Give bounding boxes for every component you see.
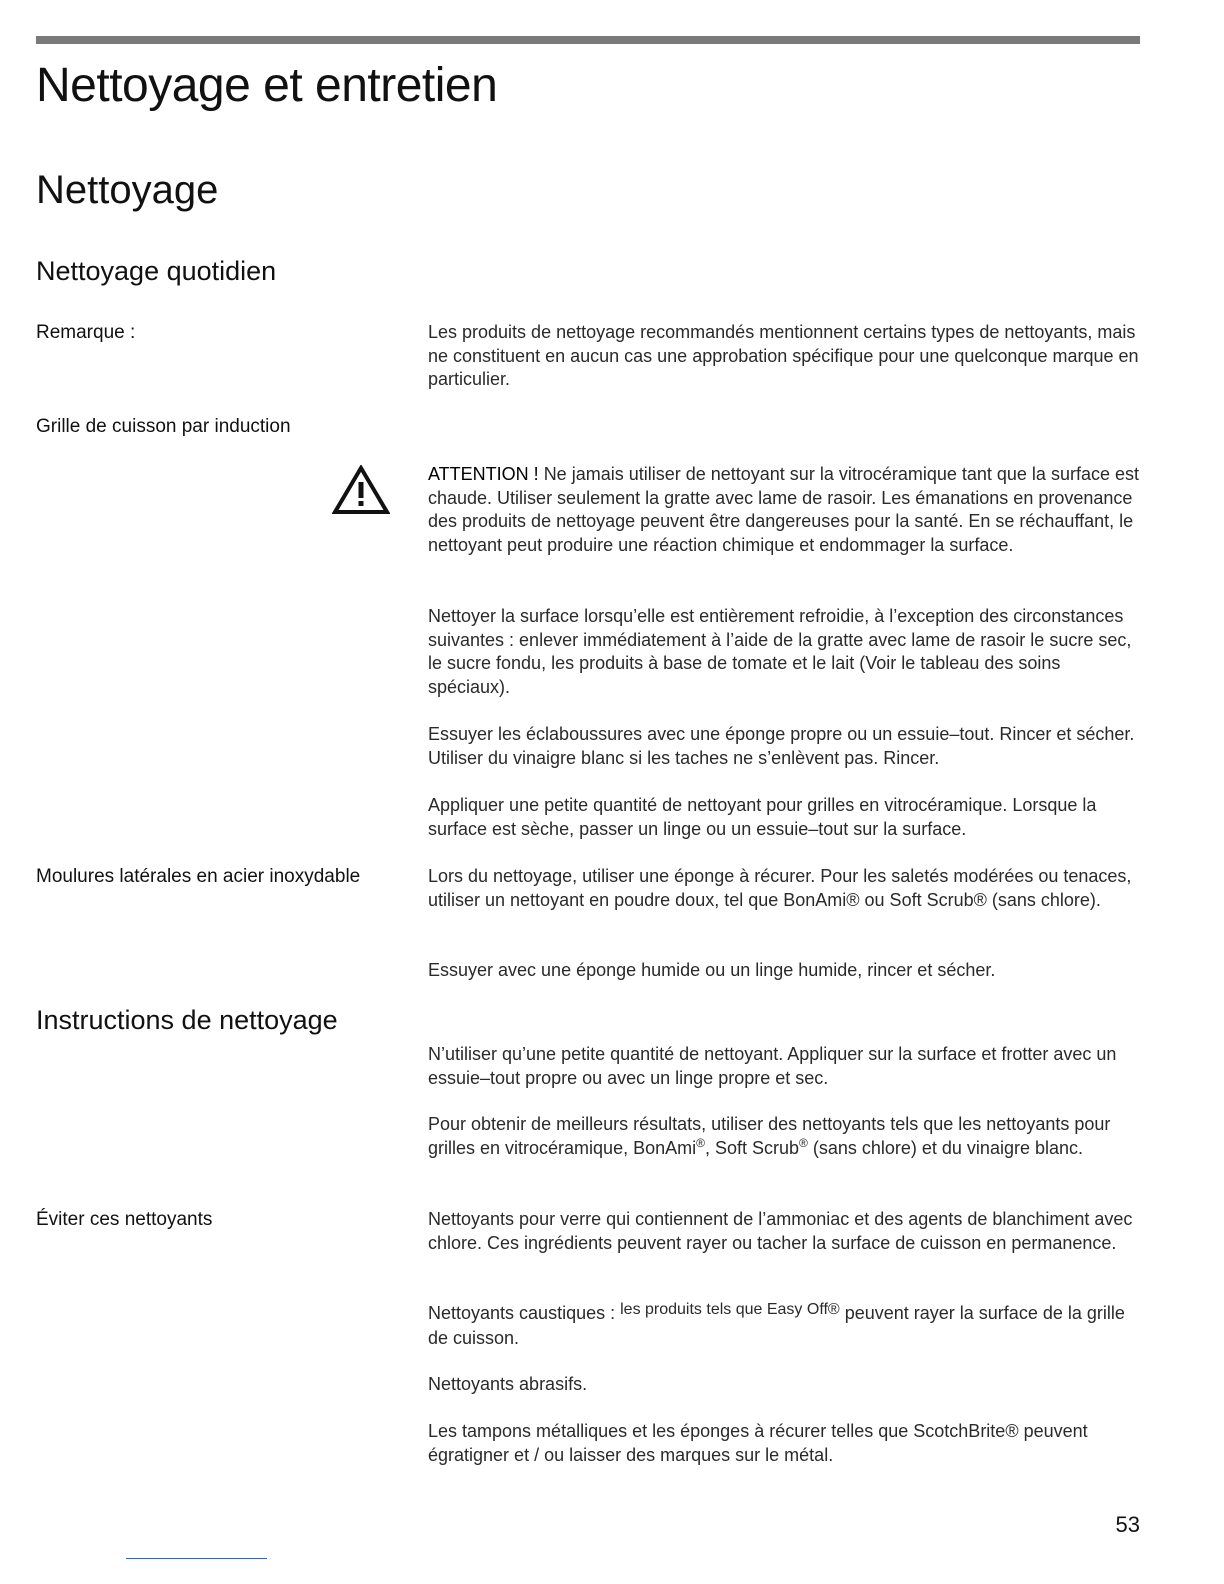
stainless-paragraph-1: Lors du nettoyage, utiliser une éponge à récurer. Pour les saletés modérées ou tenaces, utiliser un nettoyant en poudre doux, tel que BonAmi® ou Soft Scrub® (sans chlore).: [428, 866, 1132, 910]
avoid-paragraph-1: Nettoyants pour verre qui contiennent de l’ammoniac et des agents de blanchiment avec chlore. Ces ingrédients peuvent rayer ou tacher la surface de cuisson en permanence.: [428, 1209, 1133, 1253]
induction-grill-label: Grille de cuisson par induction: [36, 416, 291, 437]
registered-mark: ®: [799, 1135, 808, 1150]
induction-paragraph-1: Nettoyer la surface lorsqu’elle est entièrement refroidie, à l’exception des circonstances suivantes : enlever immédiatement à l’aide de la gratte avec lame de rasoir le sucre sec, le sucre fondu, les produits à base de tomate et le lait (Voir le tableau des soins spéciaux).: [428, 606, 1132, 697]
avoid-paragraph-3: Nettoyants abrasifs.: [428, 1374, 588, 1394]
footer-line: [126, 1558, 267, 1559]
section-title: Nettoyage: [36, 168, 219, 212]
induction-paragraph-3: Appliquer une petite quantité de nettoyant pour grilles en vitrocéramique. Lorsque la surface est sèche, passer un linge ou un essuie–tout sur la surface.: [428, 795, 1097, 839]
stainless-paragraph-2: Essuyer avec une éponge humide ou un linge humide, rincer et sécher.: [428, 960, 996, 980]
warning-icon: [332, 465, 390, 515]
avoid-paragraph-2: [428, 1302, 1144, 1350]
instructions-text-c: (sans chlore) et du vinaigre blanc.: [807, 1137, 1084, 1158]
note-label: Remarque :: [36, 322, 136, 343]
instructions-paragraph-1: N’utiliser qu’une petite quantité de nettoyant. Appliquer sur la surface et frotter avec un essuie–tout propre ou avec un linge propre et sec.: [428, 1044, 1117, 1088]
warning-text: Ne jamais utiliser de nettoyant sur la vitrocéramique tant que la surface est chaude. Utiliser seulement la gratte avec lame de rasoir. Les émanations en provenance des produits de nettoyage peuvent être dangereuses pour la santé. En se réchauffant, le nettoyant peut produire une réaction chimique et endommager la surface.: [428, 464, 1139, 555]
avoid-cleaners-label: Éviter ces nettoyants: [36, 1209, 213, 1230]
caustic-example: les produits tels que Easy Off®: [620, 1301, 840, 1318]
caustic-tail: peuvent rayer la surface de la grille de cuisson.: [428, 1303, 1125, 1348]
caustic-lead: Nettoyants caustiques :: [428, 1303, 621, 1323]
induction-paragraph-2: Essuyer les éclaboussures avec une éponge propre ou un essuie–tout. Rincer et sécher. Utiliser du vinaigre blanc si les taches ne s’enlèvent pas. Rincer.: [428, 724, 1135, 768]
subsection-daily-cleaning: Nettoyage quotidien: [36, 256, 277, 286]
warning-paragraph: [428, 463, 1144, 557]
instructions-paragraph-2: [428, 1113, 1144, 1160]
warning-lead: ATTENTION !: [428, 464, 539, 484]
instructions-text-a: Pour obtenir de meilleurs résultats, utiliser des nettoyants tels que les nettoyants pour grilles en vitrocéramique, BonAmi: [428, 1114, 1111, 1158]
note-text: Les produits de nettoyage recommandés mentionnent certains types de nettoyants, mais ne constituent en aucun cas une approbation spécifique pour une quelconque marque en particulier.: [428, 322, 1139, 390]
header-rule: [36, 36, 1140, 44]
page-title: Nettoyage et entretien: [36, 59, 498, 112]
stainless-trim-label: Moulures latérales en acier inoxydable: [36, 866, 361, 887]
subsection-cleaning-instructions: Instructions de nettoyage: [36, 1005, 338, 1035]
avoid-paragraph-4: Les tampons métalliques et les éponges à récurer telles que ScotchBrite® peuvent égratigner et / ou laisser des marques sur le métal.: [428, 1421, 1088, 1465]
instructions-text-b: , Soft Scrub: [704, 1137, 800, 1158]
registered-mark: ®: [696, 1135, 705, 1150]
page-number: 53: [1115, 1512, 1140, 1537]
